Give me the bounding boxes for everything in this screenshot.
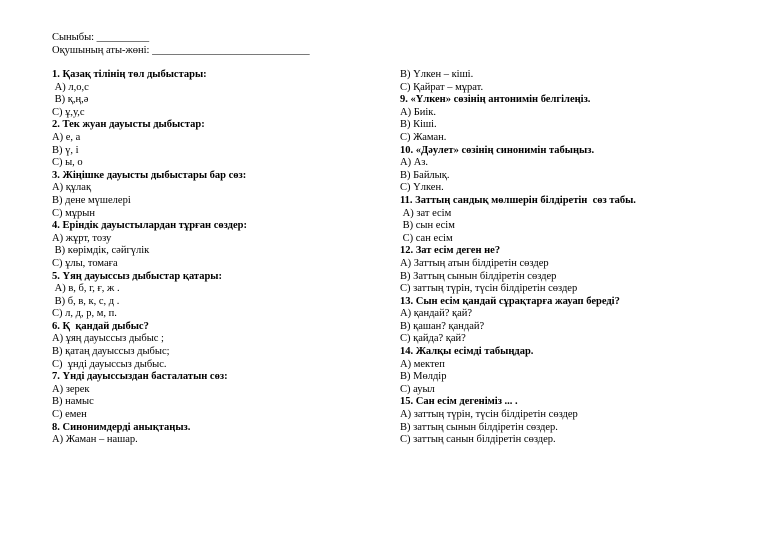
answer-option: А) зат есім [400,207,452,219]
question-text: 6. Қ қандай дыбыс? [52,320,149,332]
answer-option: В) қ,ң,ә [52,94,89,106]
answer-option: С) қайда? қай? [400,333,466,345]
question-text: 2. Тек жуан дауысты дыбыстар: [52,119,205,131]
answer-option: А) мектеп [400,358,445,370]
answer-option: А) Аз. [400,157,429,169]
question-text: 11. Заттың сандық мөлшерін білдіретін сөз табы. [400,194,636,206]
answer-option: В) қатаң дауыссыз дыбыс; [52,346,170,358]
answer-option: С) Үлкен. [400,182,444,194]
question-text: 10. «Дәулет» сөзінің синонимін табыңыз. [400,144,595,156]
answer-option: С) мұрын [52,207,95,219]
answer-option: А) ұяң дауыссыз дыбыс ; [52,333,164,345]
question-text: 3. Жіңішке дауысты дыбыстары бар сөз: [52,169,247,181]
answer-option: В) қашан? қандай? [400,320,485,332]
question-text: 12. Зат есім деген не? [400,245,501,257]
answer-option: А) Жаман – нашар. [52,434,138,446]
question-text: 5. Үяң дауыссыз дыбыстар қатары: [52,270,222,282]
answer-option: В) Кіші. [400,119,437,131]
right-question-column [400,69,740,447]
answer-option: В) көрімдік, сәйгүлік [52,245,150,257]
answer-option: В) намыс [52,396,94,408]
answer-option: А) қандай? қай? [400,308,473,320]
answer-option: А) заттың түрін, түсін білдіретін сөздер [400,409,578,421]
answer-option: С) Қайрат – мұрат. [400,81,484,93]
answer-option: С) ұ,у,с [52,106,85,118]
left-question-column [52,69,382,447]
question-text: 8. Синонимдерді анықтаңыз. [52,421,191,433]
answer-option: С) емен [52,409,87,421]
question-text: 7. Үнді дауыссыздан басталатын сөз: [52,371,228,383]
answer-option: В) Үлкен – кіші. [400,69,474,80]
answer-option: В) дене мүшелері [52,194,131,206]
question-text: 9. «Үлкен» сөзінің антонимін белгілеңіз. [400,94,591,106]
answer-option: А) құлақ [52,182,92,194]
answer-option: С) заттың түрін, түсін білдіретін сөздер [400,283,578,295]
answer-option: С) сан есім [400,232,453,244]
worksheet-header [52,32,310,57]
answer-option: А) Заттың атын білдіретін сөздер [400,257,549,269]
answer-option: С) ұнді дауыссыз дыбыс. [52,358,167,370]
answer-option: В) Мөлдір [400,371,447,383]
answer-option: А) Биік. [400,106,436,118]
answer-option: В) заттың сынын білдіретін сөздер. [400,421,558,433]
question-text: 13. Сын есім қандай сұрақтарға жауап береді? [400,295,620,307]
answer-option: В) Заттың сынын білдіретін сөздер [400,270,557,282]
answer-option: А) зерек [52,383,90,395]
answer-option: А) в, б, г, ғ, ж . [52,283,120,295]
answer-option: В) ү, і [52,144,79,156]
answer-option: С) Жаман. [400,131,447,143]
answer-option: С) ұлы, томаға [52,257,118,269]
question-text: 4. Еріндік дауыстылардан тұрған сөздер: [52,220,247,232]
answer-option: В) сын есім [400,220,455,232]
answer-option: С) ы, о [52,157,83,169]
answer-option: В) б, в, к, с, д . [52,295,120,307]
answer-option: А) е, а [52,131,81,143]
answer-option: С) л, д, р, м, п. [52,308,117,320]
class-field-line: Сыныбы: __________ [52,32,150,43]
student-name-field-line: Оқушының аты-жөні: ______________________________ [52,44,310,56]
question-text: 1. Қазақ тілінің төл дыбыстары: [52,69,207,80]
answer-option: С) ауыл [400,383,435,395]
question-text: 14. Жалқы есімді табыңдар. [400,346,534,358]
answer-option: А) л,о,с [52,81,89,93]
question-text: 15. Сан есім дегеніміз ... . [400,396,518,408]
answer-option: В) Байлық. [400,169,450,181]
answer-option: А) жұрт, тозу [52,232,112,244]
answer-option: С) заттың санын білдіретін сөздер. [400,434,556,446]
